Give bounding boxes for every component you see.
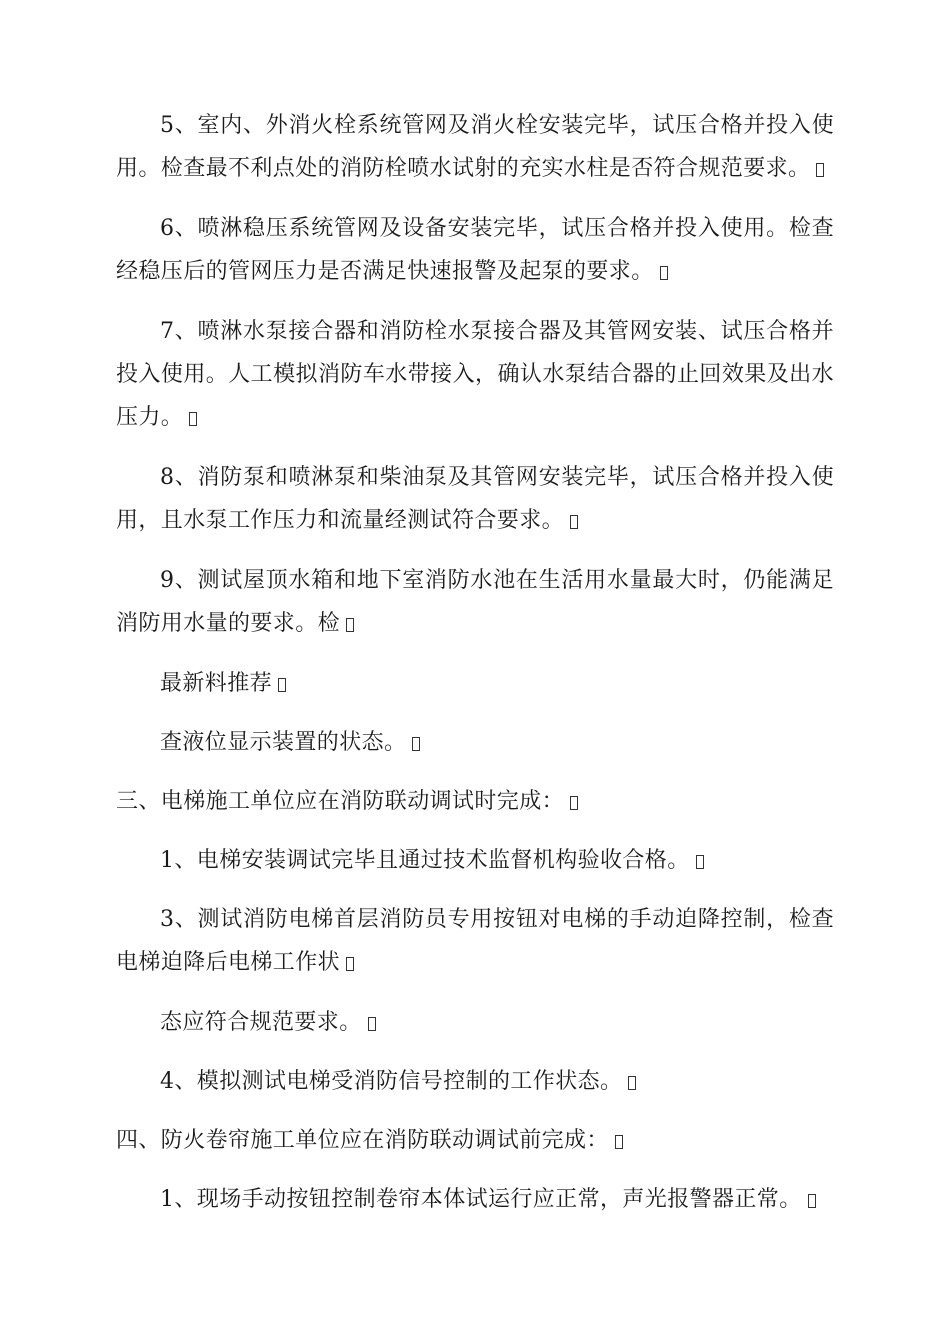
paragraph-mark-icon bbox=[368, 1017, 376, 1031]
paragraph-mark-icon bbox=[808, 1194, 816, 1208]
paragraph-text: 三、电梯施工单位应在消防联动调试时完成： bbox=[116, 789, 565, 814]
paragraph-mark-icon bbox=[696, 855, 704, 869]
paragraph bbox=[116, 104, 834, 190]
paragraph-text: 8、消防泵和喷淋泵和柴油泵及其管网安装完毕，试压合格并投入使用，且水泵工作压力和流量经测试符合要求。 bbox=[116, 465, 834, 533]
paragraph bbox=[116, 1060, 834, 1103]
paragraph-text: 9、测试屋顶水箱和地下室消防水池在生活用水量最大时，仍能满足消防用水量的要求。检 bbox=[116, 568, 834, 636]
paragraph-text: 6、喷淋稳压系统管网及设备安装完毕，试压合格并投入使用。检查经稳压后的管网压力是否满足快速报警及起泵的要求。 bbox=[116, 216, 834, 284]
paragraph bbox=[116, 1001, 834, 1044]
paragraph-mark-icon bbox=[660, 266, 668, 280]
paragraph-mark-icon bbox=[628, 1076, 636, 1090]
paragraph-mark-icon bbox=[346, 957, 354, 971]
paragraph-text: 态应符合规范要求。 bbox=[160, 1010, 362, 1035]
paragraph-mark-icon bbox=[412, 737, 420, 751]
paragraph-mark-icon bbox=[615, 1135, 623, 1149]
section-heading bbox=[116, 780, 834, 823]
paragraph bbox=[116, 839, 834, 882]
paragraph bbox=[116, 559, 834, 645]
paragraph bbox=[116, 1178, 834, 1221]
paragraph bbox=[116, 207, 834, 293]
paragraph bbox=[116, 898, 834, 984]
paragraph bbox=[116, 310, 834, 439]
paragraph-mark-icon bbox=[570, 796, 578, 810]
paragraph-text: 1、电梯安装调试完毕且通过技术监督机构验收合格。 bbox=[160, 848, 690, 873]
paragraph-text: 7、喷淋水泵接合器和消防栓水泵接合器及其管网安装、试压合格并投入使用。人工模拟消防车水带接入，确认水泵结合器的止回效果及出水压力。 bbox=[116, 319, 834, 430]
paragraph bbox=[116, 456, 834, 542]
paragraph-text: 4、模拟测试电梯受消防信号控制的工作状态。 bbox=[160, 1069, 623, 1094]
paragraph-text: 四、防火卷帘施工单位应在消防联动调试前完成： bbox=[116, 1128, 609, 1153]
paragraph-text: 5、室内、外消火栓系统管网及消火栓安装完毕，试压合格并投入使用。检查最不利点处的消防栓喷水试射的充实水柱是否符合规范要求。 bbox=[116, 113, 834, 181]
paragraph-mark-icon bbox=[189, 412, 197, 426]
paragraph-mark-icon bbox=[278, 678, 286, 692]
paragraph-text: 查液位显示装置的状态。 bbox=[160, 730, 407, 755]
paragraph-mark-icon bbox=[816, 163, 824, 177]
paragraph bbox=[116, 721, 834, 764]
paragraph-text: 最新料推荐 bbox=[160, 671, 273, 696]
paragraph-mark-icon bbox=[570, 515, 578, 529]
paragraph-text: 3、测试消防电梯首层消防员专用按钮对电梯的手动迫降控制，检查电梯迫降后电梯工作状 bbox=[116, 907, 834, 975]
paragraph bbox=[116, 662, 834, 705]
section-heading bbox=[116, 1119, 834, 1162]
paragraph-text: 1、现场手动按钮控制卷帘本体试运行应正常，声光报警器正常。 bbox=[160, 1187, 802, 1212]
paragraph-mark-icon bbox=[346, 618, 354, 632]
